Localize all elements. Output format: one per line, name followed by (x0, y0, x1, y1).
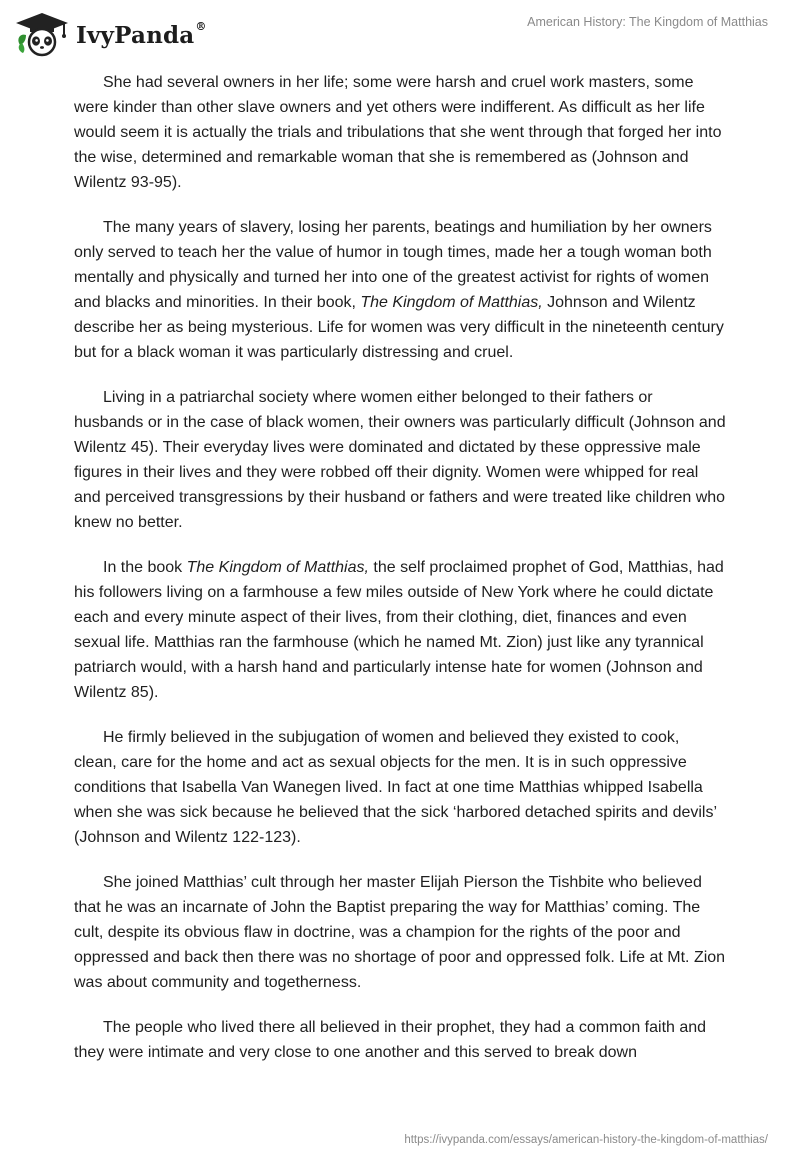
source-url-link[interactable]: https://ivypanda.com/essays/american-history-the-kingdom-of-matthias/ (404, 1134, 768, 1146)
paragraph: Living in a patriarchal society where women either belonged to their fathers or husbands or in the case of black women, their owners was particularly difficult (Johnson and Wilentz 45). Their everyday lives were dominated and dictated by these oppressive male figures in their lives and they were robbed off their dignity. Women were whipped for real and perceived transgressions by their husband or fathers and were treated like children who knew no better. (74, 389, 726, 531)
registered-mark: ® (195, 19, 207, 33)
panda-graduation-cap-icon (14, 11, 70, 57)
paragraph: He firmly believed in the subjugation of women and believed they existed to cook, clean, care for the home and act as sexual objects for the men. It is in such oppressive conditions that Isabella Van Wanegen lived. In fact at one time Matthias whipped Isabella when she was sick because he believed that the sick ‘harbored detached spirits and devils’ (Johnson and Wilentz 122-123). (74, 729, 717, 846)
document-title: American History: The Kingdom of Matthias (527, 15, 768, 29)
brand-name: IvyPanda® (76, 19, 207, 49)
paragraph: The people who lived there all believed in their prophet, they had a common faith and they were intimate and very close to one another and this served to break down (74, 1019, 707, 1061)
ivypanda-logo[interactable] (14, 8, 207, 60)
paragraph: In the book The Kingdom of Matthias, the self proclaimed prophet of God, Matthias, had his followers living on a farmhouse a few miles outside of New York where he could dictate each and every minute aspect of their lives, from their clothing, diet, finances and even sexual life. Matthias ran the farmhouse (which he named Mt. Zion) just like any tyrannical patriarch would, with a harsh hand and particularly intense hate for women (Johnson and Wilentz 85). (74, 559, 724, 701)
essay-body (74, 70, 726, 1085)
paragraph: She joined Matthias’ cult through her master Elijah Pierson the Tishbite who believed that he was an incarnate of John the Baptist preparing the way for Matthias’ coming. The cult, despite its obvious flaw in doctrine, was a champion for the rights of the poor and oppressed and back then there was no shortage of poor and oppressed folk. Life at Mt. Zion was about community and togetherness. (74, 874, 726, 991)
book-title: The Kingdom of Matthias, (360, 294, 543, 311)
paragraph: She had several owners in her life; some were harsh and cruel work masters, some were kinder than other slave owners and yet others were indifferent. As difficult as her life would seem it is actually the trials and tribulations that she went through that forged her into the wise, determined and remarkable woman that she is remembered as (Johnson and Wilentz 93-95). (74, 74, 722, 191)
book-title: The Kingdom of Matthias, (186, 559, 369, 576)
paragraph: The many years of slavery, losing her parents, beatings and humiliation by her owners only served to teach her the value of humor in tough times, made her a tough woman both mentally and physically and turned her into one of the greatest activist for rights of women and blacks and minorities. In their book, The Kingdom of Matthias, Johnson and Wilentz describe her as being mysterious. Life for women was very difficult in the nineteenth century but for a black woman it was particularly distressing and cruel. (74, 219, 724, 361)
page-header (0, 0, 800, 66)
